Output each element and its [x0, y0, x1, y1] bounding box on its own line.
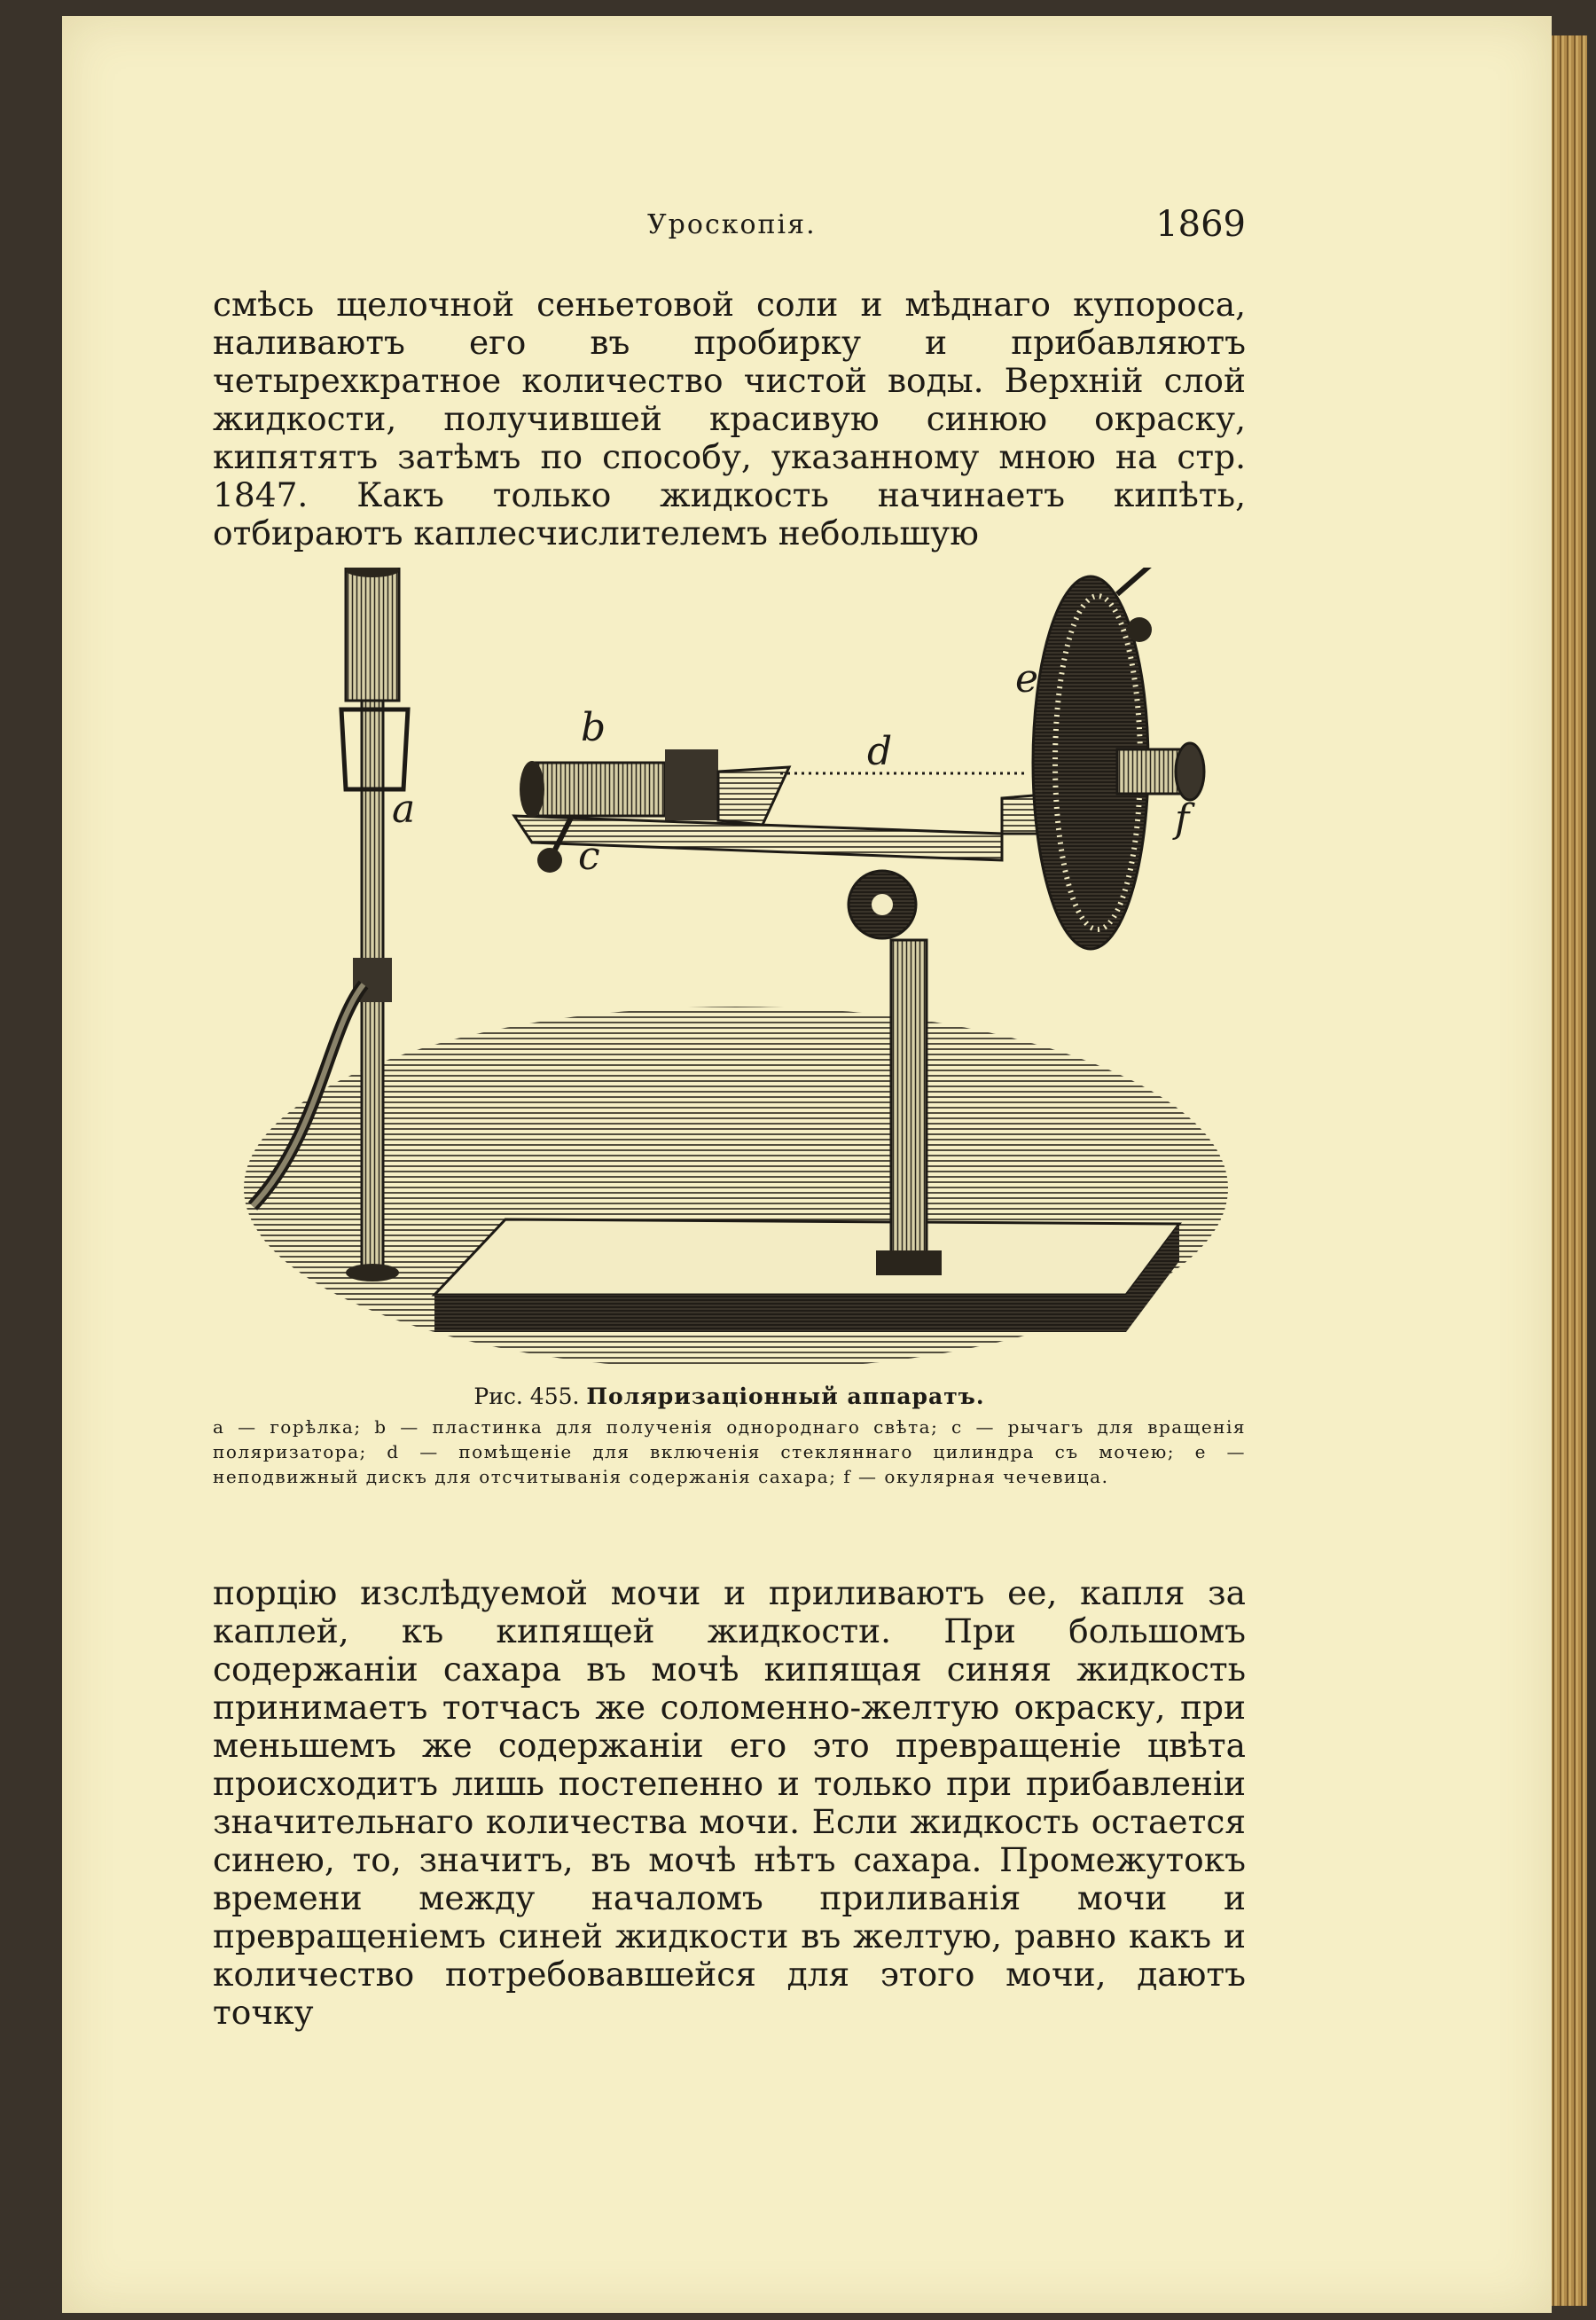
running-head-title: Уроскопія. [647, 209, 817, 240]
running-head [213, 206, 1246, 259]
support-pillar [891, 940, 927, 1268]
base-plate-front [434, 1295, 1126, 1332]
paragraph-bottom: порцію изслѣдуемой мочи и приливаютъ ее, капля за каплей, къ кипящей жидкости. При большомъ содержаніи сахара въ мочѣ кипящая синяя жидкость принимаетъ тотчасъ же соломенно-желтую окраску, при меньшемъ же содержаніи его это превращеніе цвѣта происходитъ лишь постепенно и только при прибавленіи значительнаго количества мочи. Если жидкость остается синею, то, значитъ, въ мочѣ нѣтъ сахара. Промежутокъ времени между началомъ приливанія мочи и превращеніемъ синей жидкости въ желтую, равно какъ и количество потребовавшейся для этого мочи, даютъ точку [213, 1573, 1246, 2032]
polarizer-end [520, 761, 544, 818]
label-d: d [867, 729, 893, 774]
figure-polarization-apparatus [239, 568, 1250, 1366]
paragraph-top: смѣсь щелочной сеньетовой соли и мѣднаго купороса, наливаютъ его въ пробирку и прибавляютъ четырехкратное количество чистой воды. Верхній слой жидкости, получившей красивую синюю окраску, кипятятъ затѣмъ по способу, указанному мною на стр. 1847. Какъ только жидкость начинаетъ кипѣть, отбираютъ каплесчислителемъ небольшую [213, 285, 1246, 553]
pillar-foot [876, 1250, 942, 1275]
label-a: a [392, 787, 416, 832]
burner-chimney [346, 568, 399, 701]
polarizer-tube [532, 763, 665, 816]
label-f: f [1175, 796, 1190, 842]
figure-caption [213, 1383, 1246, 1489]
body-text-bottom [213, 1574, 1246, 2032]
label-c: c [578, 834, 600, 879]
caption-title-line [213, 1383, 1246, 1409]
apparatus-engraving [239, 568, 1250, 1366]
vernier-arm [1117, 568, 1153, 594]
polarizer-housing [665, 749, 718, 820]
burner-foot [346, 1264, 399, 1281]
label-b: b [581, 705, 606, 750]
lamp-plate [718, 767, 789, 825]
caption-number: Рис. 455. [473, 1383, 580, 1409]
caption-legend: a — горѣлка; b — пластинка для полученія однороднаго свѣта; c — рычагъ для вращенія поляризатора; d — помѣщеніе для включенія стекляннаго цилиндра съ мочею; e — неподвижный дискъ для отсчитыванія содержанія сахара; f — окулярная чечевица. [213, 1416, 1246, 1487]
adjust-wheel-hub [872, 894, 893, 915]
label-e: e [1015, 656, 1039, 701]
base-plate-top [434, 1219, 1179, 1295]
lever-knob [537, 848, 562, 873]
eyepiece-lens [1176, 743, 1204, 800]
page-number: 1869 [1155, 204, 1246, 245]
vernier-screw [1127, 617, 1152, 642]
caption-title: Поляризаціонный аппаратъ. [586, 1383, 985, 1409]
body-text-top [213, 286, 1246, 553]
